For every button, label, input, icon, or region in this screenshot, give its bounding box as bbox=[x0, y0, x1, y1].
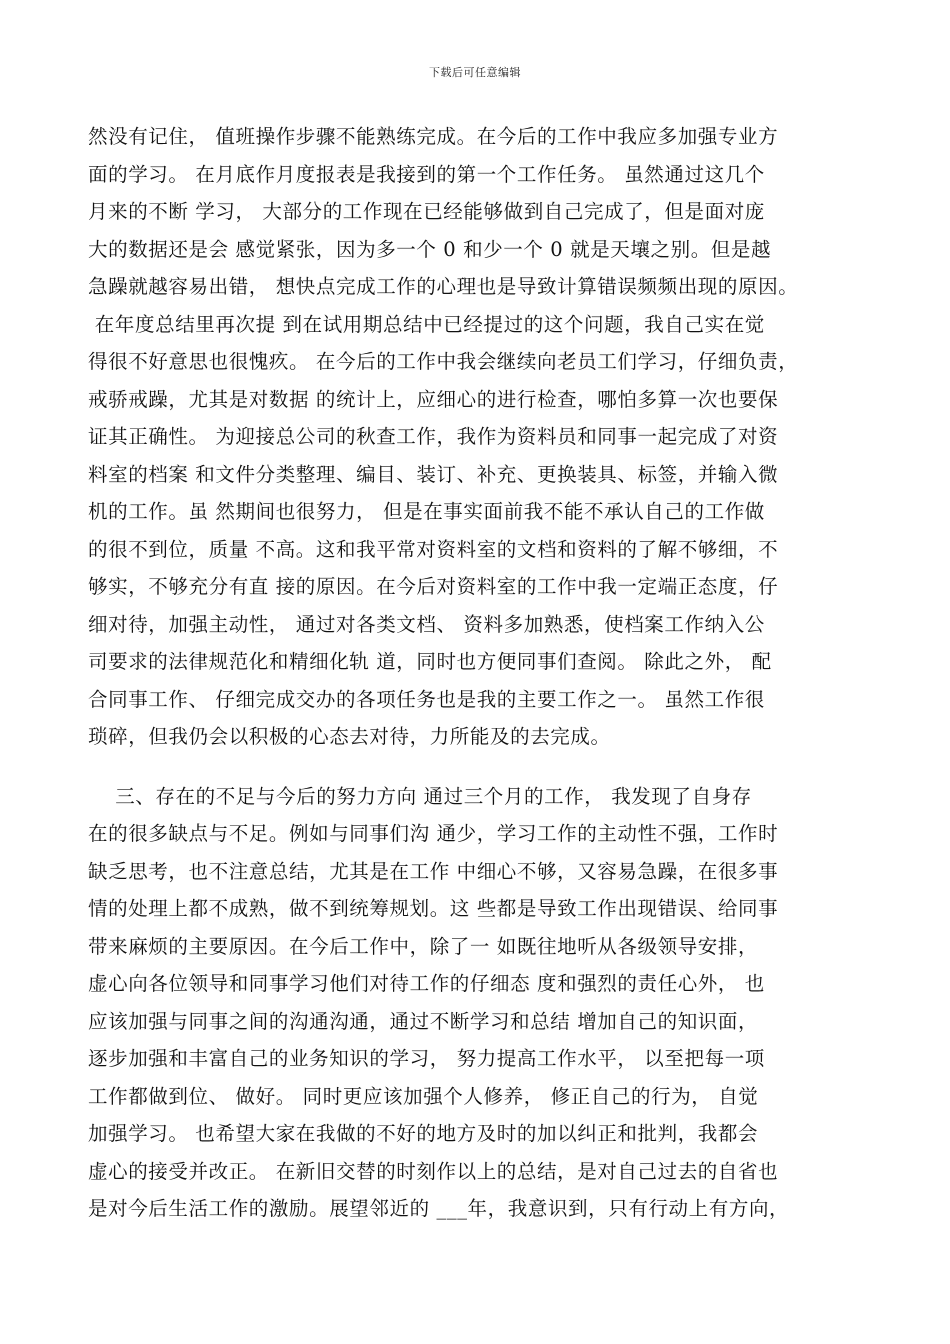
text-line: 缺乏思考，也不注意总结，尤其是在工作 中细心不够，又容易急躁，在很多事 bbox=[88, 859, 779, 883]
text-line: 在的很多缺点与不足。例如与同事们沟 通少，学习工作的主动性不强，工作时 bbox=[88, 822, 779, 845]
text-line: 急躁就越容易出错， 想快点完成工作的心理也是导致计算错误频频出现的原因。 bbox=[88, 275, 799, 298]
page-header: 下载后可任意编辑 bbox=[429, 66, 521, 79]
text-line: 应该加强与同事之间的沟通沟通，通过不断学习和总结 增加自己的知识面， bbox=[88, 1009, 759, 1033]
text-line: 然没有记住， 值班操作步骤不能熟练完成。在今后的工作中我应多加强专业方 bbox=[88, 125, 779, 148]
text-line: 工作都做到位、 做好。 同时更应该加强个人修养， 修正自己的行为， 自觉 bbox=[88, 1084, 759, 1108]
text-line: 够实，不够充分有直 接的原因。在今后对资料室的工作中我一定端正态度，仔 bbox=[88, 575, 779, 598]
text-line: 是对今后生活工作的激励。展望邻近的 ___年，我意识到，只有行动上有方向， bbox=[88, 1197, 790, 1220]
text-line: 司要求的法律规范化和精细化轨 道，同时也方便同事们查阅。 除此之外， 配 bbox=[88, 650, 772, 673]
text-line: 情的处理上都不成熟，做不到统筹规划。这 些都是导致工作出现错误、给同事 bbox=[88, 897, 779, 920]
text-line: 戒骄戒躁，尤其是对数据 的统计上，应细心的进行检查，哪怕多算一次也要保 bbox=[88, 387, 779, 411]
text-line: 证其正确性。 为迎接总公司的秋查工作，我作为资料员和同事一起完成了对资 bbox=[88, 425, 779, 448]
text-line: 料室的档案 和文件分类整理、编目、装订、补充、更换装具、标签，并输入微 bbox=[88, 462, 779, 486]
text-line: 得很不好意思也很愧疚。 在今后的工作中我会继续向老员工们学习，仔细负责， bbox=[88, 350, 799, 373]
text-line: 三、存在的不足与今后的努力方向 通过三个月的工作， 我发现了自身存 bbox=[88, 784, 752, 808]
text-line: 细对待，加强主动性， 通过对各类文档、 资料多加熟悉，使档案工作纳入公 bbox=[88, 612, 765, 636]
document-body bbox=[88, 118, 888, 1228]
text-line: 机的工作。虽 然期间也很努力， 但是在事实面前我不能不承认自己的工作做 bbox=[88, 500, 765, 523]
text-line: 合同事工作、 仔细完成交办的各项任务也是我的主要工作之一。 虽然工作很 bbox=[88, 687, 765, 711]
text-line: 的很不到位，质量 不高。这和我平常对资料室的文档和资料的了解不够细，不 bbox=[88, 537, 779, 561]
paragraph-spacer bbox=[88, 756, 888, 778]
paragraph-shortcomings bbox=[88, 778, 888, 1228]
text-line: 月来的不断 学习， 大部分的工作现在已经能够做到自己完成了，但是面对庞 bbox=[88, 200, 765, 223]
text-line: 面的学习。 在月底作月度报表是我接到的第一个工作任务。 虽然通过这几个 bbox=[88, 162, 765, 186]
text-line: 虚心的接受并改正。 在新旧交替的时刻作以上的总结，是对自己过去的自省也 bbox=[88, 1159, 779, 1183]
text-line: 逐步加强和丰富自己的业务知识的学习， 努力提高工作水平， 以至把每一项 bbox=[88, 1047, 765, 1070]
text-line: 带来麻烦的主要原因。在今后工作中，除了一 如既往地听从各级领导安排， bbox=[88, 934, 759, 958]
text-line: 虚心向各位领导和同事学习他们对待工作的仔细态 度和强烈的责任心外， 也 bbox=[88, 972, 765, 995]
text-line: 加强学习。 也希望大家在我做的不好的地方及时的加以纠正和批判，我都会 bbox=[88, 1122, 759, 1145]
text-line: 在年度总结里再次提 到在试用期总结中已经提过的这个问题，我自己实在觉 bbox=[88, 312, 765, 336]
paragraph-work-review bbox=[88, 118, 888, 756]
text-line: 大的数据还是会 感觉紧张，因为多一个 0 和少一个 0 就是天壤之别。但是越 bbox=[88, 237, 772, 261]
text-line: 琐碎，但我仍会以积极的心态去对待，力所能及的去完成。 bbox=[88, 725, 611, 748]
